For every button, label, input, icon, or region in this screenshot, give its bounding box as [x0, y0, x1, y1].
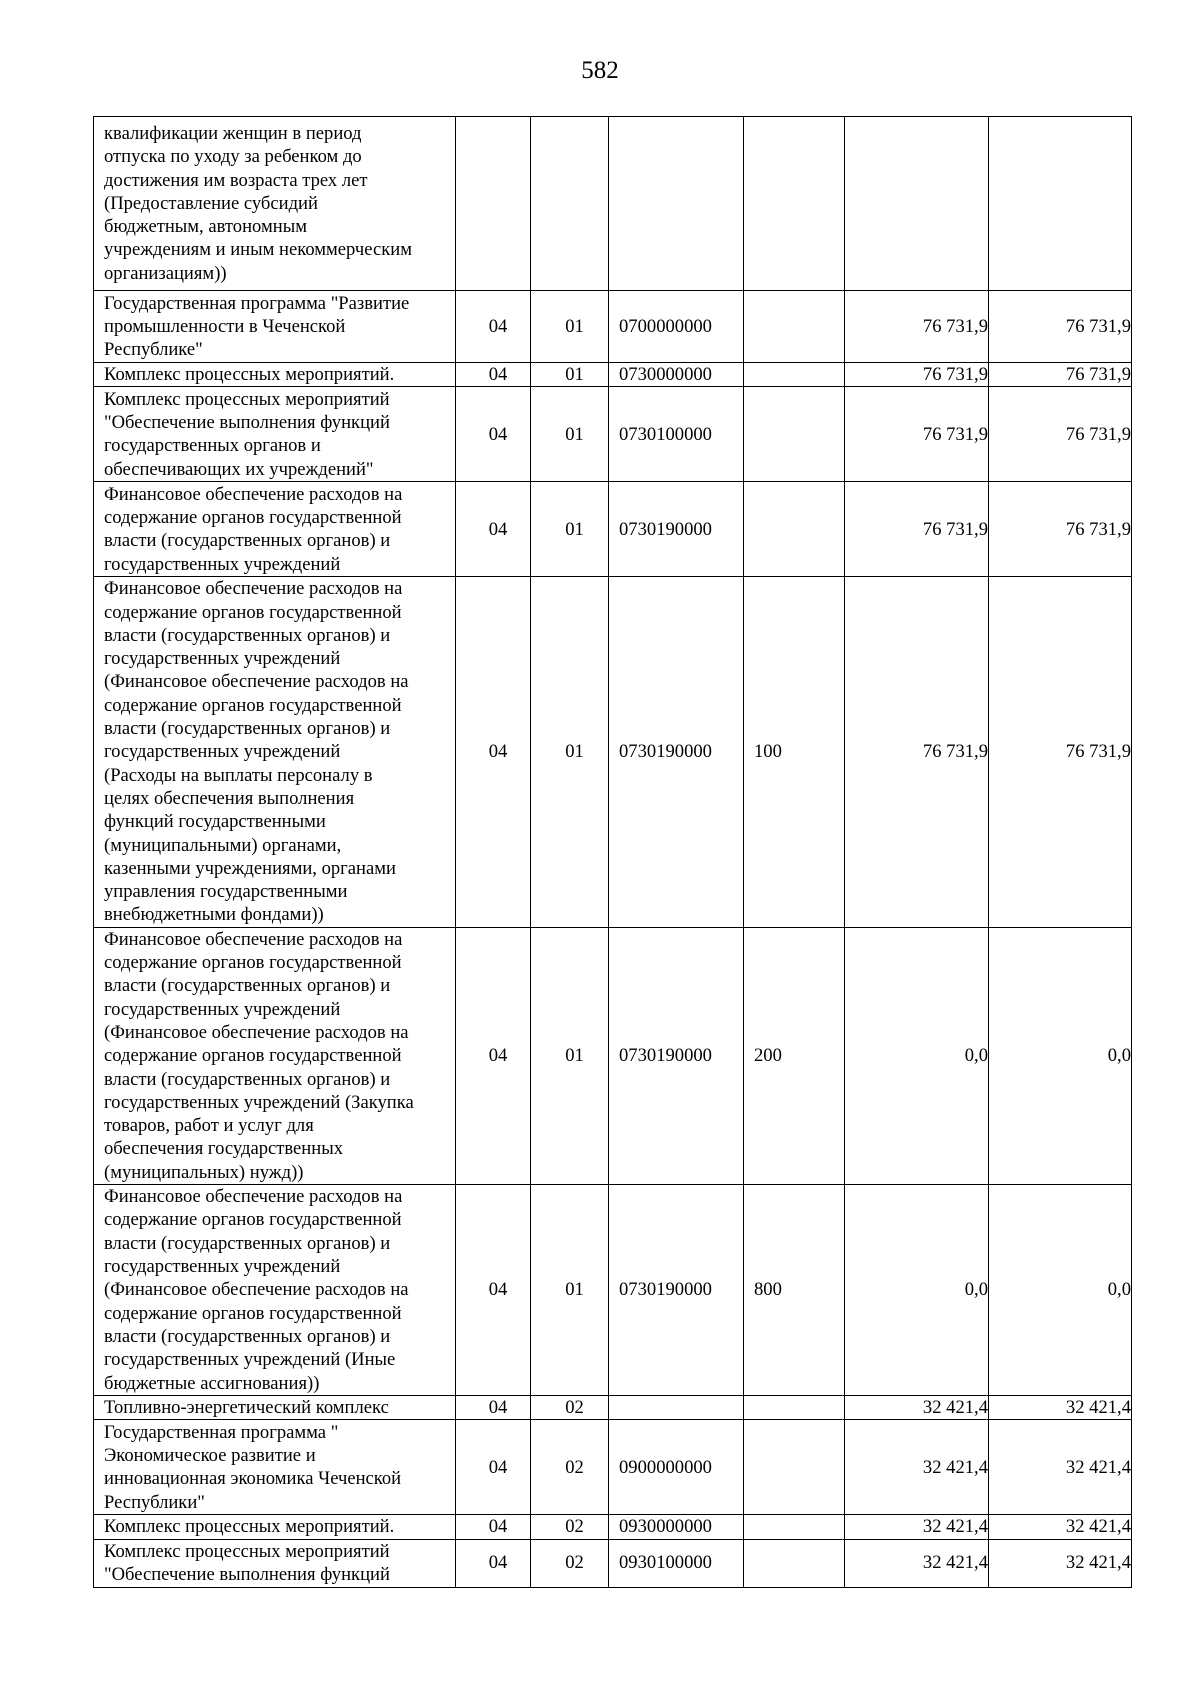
table-row	[94, 927, 1132, 1184]
amount-2-cell: 76 731,9	[989, 363, 1132, 387]
subsection-code-cell: 01	[531, 927, 609, 1184]
row-name-cell: Государственная программа "Развитие промышленности в Чеченской Республике"	[94, 291, 456, 363]
amount-1-cell: 32 421,4	[845, 1539, 989, 1587]
table-row	[94, 577, 1132, 927]
amount-2-cell	[989, 117, 1132, 291]
row-name-cell: Комплекс процессных мероприятий "Обеспечение выполнения функций	[94, 1539, 456, 1587]
amount-1-cell: 76 731,9	[845, 363, 989, 387]
target-article-cell: 0700000000	[609, 291, 744, 363]
amount-1-cell: 32 421,4	[845, 1396, 989, 1420]
amount-1-cell: 76 731,9	[845, 577, 989, 927]
row-name-cell: Финансовое обеспечение расходов на содержание органов государственной власти (государственных органов) и государственных учреждений (Финансовое обеспечение расходов на содержание органов государственной власти (государственных органов) и государственных учреждений (Расходы на выплаты персоналу в целях обеспечения выполнения функций государственными (муниципальными) органами, казенными учреждениями, органами управления государственными внебюджетными фондами))	[94, 577, 456, 927]
target-article-cell	[609, 1396, 744, 1420]
section-code-cell: 04	[456, 1420, 531, 1515]
expense-type-cell	[744, 1420, 845, 1515]
table-row	[94, 1396, 1132, 1420]
section-code-cell: 04	[456, 387, 531, 482]
subsection-code-cell: 02	[531, 1396, 609, 1420]
expense-type-cell	[744, 1515, 845, 1539]
table-row	[94, 1539, 1132, 1587]
expense-type-cell: 200	[744, 927, 845, 1184]
page-number: 582	[581, 57, 619, 84]
table-row	[94, 1420, 1132, 1515]
subsection-code-cell: 01	[531, 387, 609, 482]
row-name-cell: квалификации женщин в период отпуска по уходу за ребенком до достижения им возраста трех лет (Предоставление субсидий бюджетным, автономным учреждениям и иным некоммерческим организациям))	[94, 117, 456, 291]
table-row	[94, 1515, 1132, 1539]
amount-2-cell: 32 421,4	[989, 1396, 1132, 1420]
table-row	[94, 482, 1132, 577]
amount-2-cell: 76 731,9	[989, 482, 1132, 577]
expense-type-cell	[744, 363, 845, 387]
row-name-cell: Комплекс процессных мероприятий.	[94, 1515, 456, 1539]
subsection-code-cell: 02	[531, 1515, 609, 1539]
expense-type-cell	[744, 1539, 845, 1587]
section-code-cell: 04	[456, 1539, 531, 1587]
expense-type-cell	[744, 1396, 845, 1420]
table-row	[94, 117, 1132, 291]
amount-2-cell: 0,0	[989, 1185, 1132, 1396]
subsection-code-cell: 01	[531, 577, 609, 927]
target-article-cell: 0900000000	[609, 1420, 744, 1515]
target-article-cell: 0730190000	[609, 1185, 744, 1396]
row-name-cell: Государственная программа " Экономическое развитие и инновационная экономика Чеченской Республики"	[94, 1420, 456, 1515]
section-code-cell: 04	[456, 1515, 531, 1539]
target-article-cell: 0730190000	[609, 482, 744, 577]
amount-2-cell: 32 421,4	[989, 1515, 1132, 1539]
target-article-cell: 0730000000	[609, 363, 744, 387]
row-name-cell: Финансовое обеспечение расходов на содержание органов государственной власти (государственных органов) и государственных учреждений	[94, 482, 456, 577]
amount-2-cell: 76 731,9	[989, 577, 1132, 927]
table-row	[94, 1185, 1132, 1396]
section-code-cell: 04	[456, 927, 531, 1184]
amount-1-cell: 76 731,9	[845, 291, 989, 363]
section-code-cell: 04	[456, 577, 531, 927]
budget-table	[93, 116, 1132, 1588]
row-name-cell: Финансовое обеспечение расходов на содержание органов государственной власти (государственных органов) и государственных учреждений (Финансовое обеспечение расходов на содержание органов государственной власти (государственных органов) и государственных учреждений (Иные бюджетные ассигнования))	[94, 1185, 456, 1396]
amount-1-cell: 32 421,4	[845, 1420, 989, 1515]
section-code-cell	[456, 117, 531, 291]
subsection-code-cell: 01	[531, 363, 609, 387]
expense-type-cell: 800	[744, 1185, 845, 1396]
subsection-code-cell: 02	[531, 1539, 609, 1587]
expense-type-cell	[744, 387, 845, 482]
amount-1-cell: 0,0	[845, 927, 989, 1184]
expense-type-cell: 100	[744, 577, 845, 927]
amount-2-cell: 76 731,9	[989, 387, 1132, 482]
row-name-cell: Финансовое обеспечение расходов на содержание органов государственной власти (государственных органов) и государственных учреждений (Финансовое обеспечение расходов на содержание органов государственной власти (государственных органов) и государственных учреждений (Закупка товаров, работ и услуг для обеспечения государственных (муниципальных) нужд))	[94, 927, 456, 1184]
row-name-cell: Комплекс процессных мероприятий "Обеспечение выполнения функций государственных органов и обеспечивающих их учреждений"	[94, 387, 456, 482]
section-code-cell: 04	[456, 1396, 531, 1420]
amount-1-cell: 76 731,9	[845, 482, 989, 577]
section-code-cell: 04	[456, 363, 531, 387]
target-article-cell: 0730190000	[609, 927, 744, 1184]
section-code-cell: 04	[456, 291, 531, 363]
subsection-code-cell: 02	[531, 1420, 609, 1515]
target-article-cell: 0730100000	[609, 387, 744, 482]
section-code-cell: 04	[456, 1185, 531, 1396]
amount-1-cell: 32 421,4	[845, 1515, 989, 1539]
expense-type-cell	[744, 117, 845, 291]
row-name-cell: Комплекс процессных мероприятий.	[94, 363, 456, 387]
subsection-code-cell: 01	[531, 1185, 609, 1396]
subsection-code-cell	[531, 117, 609, 291]
amount-2-cell: 32 421,4	[989, 1539, 1132, 1587]
target-article-cell: 0730190000	[609, 577, 744, 927]
amount-1-cell	[845, 117, 989, 291]
subsection-code-cell: 01	[531, 482, 609, 577]
subsection-code-cell: 01	[531, 291, 609, 363]
expense-type-cell	[744, 482, 845, 577]
amount-1-cell: 0,0	[845, 1185, 989, 1396]
target-article-cell: 0930100000	[609, 1539, 744, 1587]
amount-2-cell: 32 421,4	[989, 1420, 1132, 1515]
target-article-cell: 0930000000	[609, 1515, 744, 1539]
row-name-cell: Топливно-энергетический комплекс	[94, 1396, 456, 1420]
budget-table-body	[94, 117, 1132, 1588]
target-article-cell	[609, 117, 744, 291]
table-row	[94, 363, 1132, 387]
expense-type-cell	[744, 291, 845, 363]
amount-1-cell: 76 731,9	[845, 387, 989, 482]
amount-2-cell: 0,0	[989, 927, 1132, 1184]
amount-2-cell: 76 731,9	[989, 291, 1132, 363]
table-row	[94, 291, 1132, 363]
section-code-cell: 04	[456, 482, 531, 577]
table-row	[94, 387, 1132, 482]
